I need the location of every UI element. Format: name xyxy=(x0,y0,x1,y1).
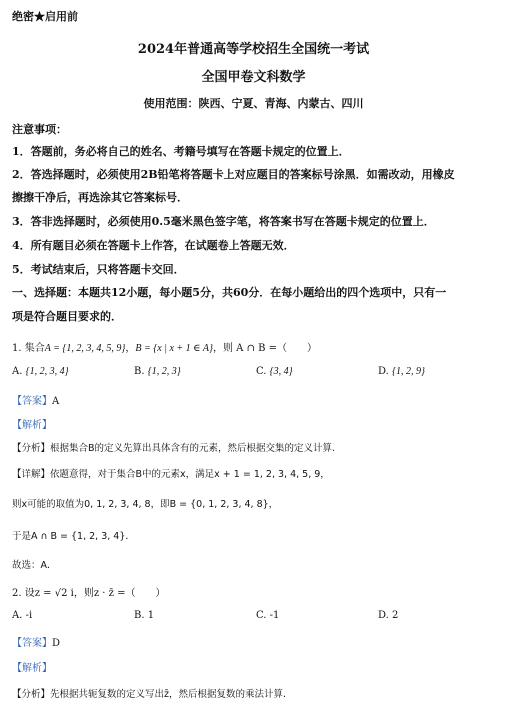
answer-label: 【答案】 xyxy=(12,638,52,649)
analysis-label: 【解析】 xyxy=(12,420,52,431)
note-item: 5．考试结束后，只将答题卡交回． xyxy=(12,263,185,276)
option-value: 1 xyxy=(147,610,155,621)
answer-line xyxy=(12,634,60,649)
choose-line: 故选：A． xyxy=(12,560,57,571)
set-b-expression: B = {x | x + 1 ∈ A} xyxy=(135,343,213,354)
option-letter: D. xyxy=(378,610,389,621)
option-letter: C. xyxy=(256,366,267,377)
note-item: 4．所有题目必须在答题卡上作答，在试题卷上答题无效． xyxy=(12,239,295,252)
answer-line xyxy=(12,392,59,407)
option-letter: B. xyxy=(134,366,145,377)
option-c xyxy=(256,610,279,621)
note-item: 擦擦干净后，再选涂其它答案标号． xyxy=(12,191,188,204)
question-1-stem xyxy=(12,339,317,354)
xiangjie-label: 【详解】 xyxy=(12,469,51,480)
answer-value: D xyxy=(52,638,61,649)
option-value: {3, 4} xyxy=(269,366,293,377)
note-item: 2．答选择题时，必须使用2B铅笔将答题卡上对应题目的答案标号涂黑．如需改动，用橡皮 xyxy=(12,168,455,181)
fenxi-label: 【分析】 xyxy=(12,443,51,454)
solution-result: 于是A ∩ B = {1, 2, 3, 4}． xyxy=(12,531,135,542)
xiangjie-line xyxy=(12,466,330,480)
analysis-label: 【解析】 xyxy=(12,663,52,674)
option-value: {1, 2, 3} xyxy=(147,366,181,377)
section-heading-cont: 项是符合题目要求的． xyxy=(12,310,122,323)
question-number: 1. 集合 xyxy=(12,343,45,354)
note-item: 3．答非选择题时，必须使用0.5毫米黑色签字笔，将答案书写在答题卡规定的位置上． xyxy=(12,215,435,228)
answer-value: A xyxy=(52,396,60,407)
option-b xyxy=(134,366,181,377)
set-a-expression: A = {1, 2, 3, 4, 5, 9} xyxy=(44,343,126,354)
separator: ， xyxy=(125,343,136,354)
option-c xyxy=(256,366,293,377)
option-value: -1 xyxy=(269,610,280,621)
solution-line: 则x可能的取值为0, 1, 2, 3, 4, 8，即B = {0, 1, 2, 3, 4, 8}， xyxy=(12,499,279,510)
option-a xyxy=(12,610,32,621)
fenxi-text: 根据集合B的定义先算出具体含有的元素，然后根据交集的定义计算． xyxy=(50,443,342,454)
option-b xyxy=(134,610,154,621)
question-2-stem: 2. 设z = √2 i，则z · z̄ =（ ） xyxy=(12,588,166,599)
exam-title: 2024年普通高等学校招生全国统一考试 xyxy=(137,42,370,57)
note-item: 1．答题前，务必将自己的姓名、考籍号填写在答题卡规定的位置上． xyxy=(12,145,350,158)
option-value: {1, 2, 3, 4} xyxy=(25,366,69,377)
fenxi-line xyxy=(12,686,293,700)
fenxi-text: 先根据共轭复数的定义写出z̄，然后根据复数的乘法计算． xyxy=(50,689,293,700)
option-d xyxy=(378,366,425,377)
option-value: 2 xyxy=(392,610,399,621)
option-letter: A. xyxy=(12,610,23,621)
answer-label: 【答案】 xyxy=(12,396,52,407)
notes-heading: 注意事项： xyxy=(12,123,67,136)
section-heading: 一、选择题：本题共12小题，每小题5分，共60分．在每小题给出的四个选项中，只有一 xyxy=(12,286,447,299)
option-letter: A. xyxy=(12,366,23,377)
option-a xyxy=(12,366,69,377)
exam-subtitle: 全国甲卷文科数学 xyxy=(201,70,306,85)
fenxi-label: 【分析】 xyxy=(12,689,51,700)
option-letter: C. xyxy=(256,610,267,621)
confidential-mark: 绝密★启用前 xyxy=(12,10,78,23)
option-letter: B. xyxy=(134,610,145,621)
xiangjie-text: 依题意得，对于集合B中的元素x，满足x + 1 = 1, 2, 3, 4, 5, 9， xyxy=(50,469,330,480)
fenxi-line xyxy=(12,440,342,454)
option-value: {1, 2, 9} xyxy=(392,366,426,377)
question-ask: ，则 A ∩ B =（ ） xyxy=(212,343,318,354)
option-letter: D. xyxy=(378,366,389,377)
option-d xyxy=(378,610,398,621)
usage-scope: 使用范围：陕西、宁夏、青海、内蒙古、四川 xyxy=(143,97,364,110)
option-value: -i xyxy=(25,610,33,621)
